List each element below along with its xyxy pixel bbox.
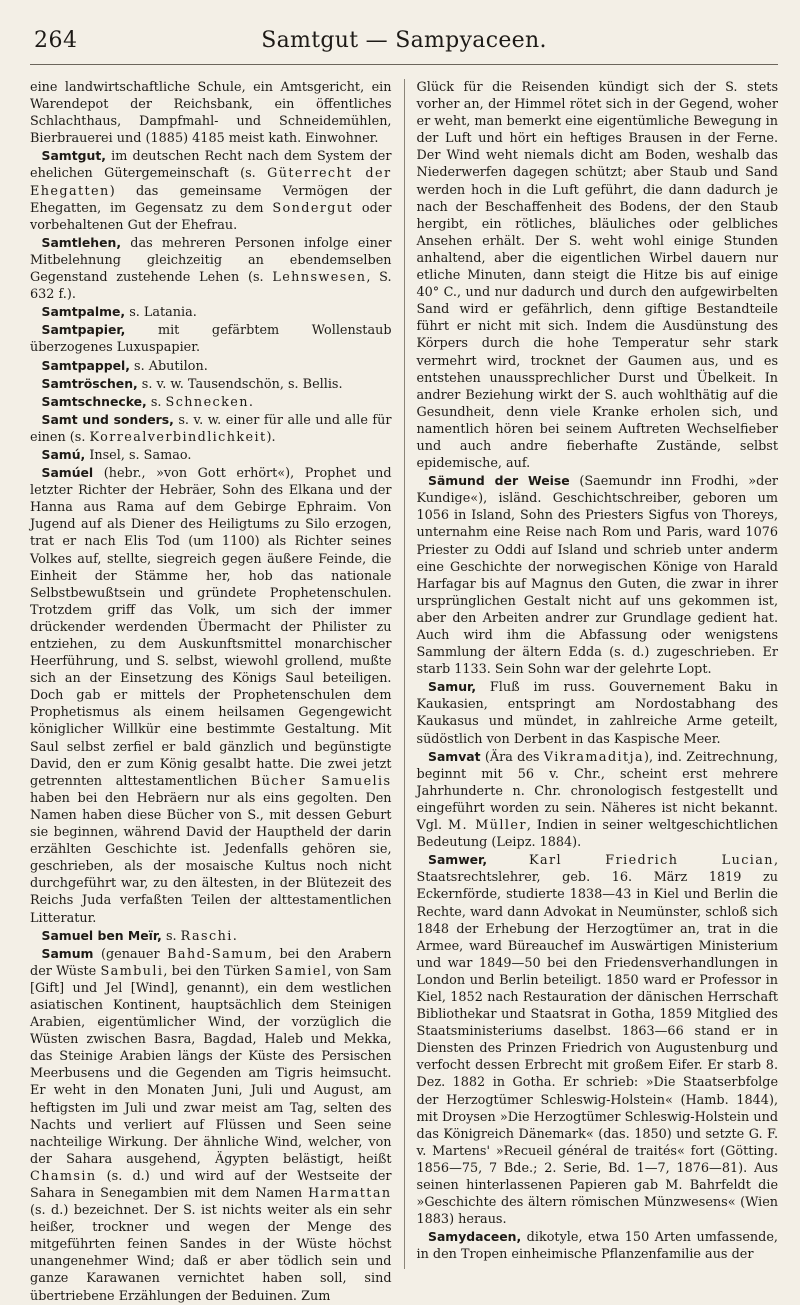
entry-text: , Staatsrechtslehrer, geb. 16. März 1819 zu Eckernförde, studierte 1838—43 in Kiel und Berlin die Rechte, ward dann Advokat in Neumünster, schloß sich 1848 der Erhebung der Herzogtümer an, trat in die Armee, ward Büreauchef im Auswärtigen Ministerium und war 1849—50 bei den Friedensverhandlungen in London und Berlin beteiligt. 1850 ward er Professor in Kiel, 1852 nach Restauration der dänischen Herrschaft Bibliothekar und Staatsrat in Gotha, 1859 Mitglied des Staatsministeriums daselbst. 1863—66 stand er in Diensten des Prinzen Friedrich von Augustenburg und verfocht dessen Erbrecht mit großem Eifer. Er starb 8. Dez. 1882 in Gotha. Er schrieb: »Die Staatserbfolge der Herzogtümer Schleswig-Holstein« (Hamb. 1844), mit Droysen »Die Herzogtümer Schleswig-Holstein und das Königreich Dänemark« (das. 1850) und setzte G. F. v. Martens' »Recueil général de traités« fort (Götting. 1856—75, 7 Bde.; 2. Serie, Bd. 1—7, 1876—81). Aus seinen hinterlassenen Papieren gab M. Bahrfeldt die »Geschichte des ältern römischen Münzwesens« (Wien 1883) heraus. (416, 853, 779, 1228)
entry-headword: Samtpappel, (41, 357, 130, 373)
dictionary-entry (30, 357, 392, 375)
column-divider (404, 79, 417, 1269)
spaced-term: Vikramaditja (543, 749, 644, 765)
entry-headword: Samtlehen, (41, 234, 122, 250)
left-column (30, 79, 392, 1304)
dictionary-entry (417, 79, 779, 472)
spaced-term: Lehnswesen (272, 270, 367, 286)
entry-text (487, 853, 529, 868)
dictionary-entry (417, 748, 779, 852)
spaced-term: M. Müller (448, 818, 527, 834)
entry-text: s. v. w. Tausendschön, s. Bellis. (137, 376, 343, 392)
entry-text: Insel, s. Samao. (85, 447, 192, 463)
spaced-term: Korrealverbindlichkeit (89, 429, 267, 445)
text-columns (30, 79, 779, 1304)
entry-headword: Samur, (428, 679, 477, 695)
dictionary-entry (30, 147, 392, 233)
entry-text: , von Sam [Gift] und Jel [Wind], genannt), ein dem westlichen asiatischen Kontinent, hauptsächlich dem Steinigen Arabien, eigentümlicher Wind, der vorzüglich die Wüsten zwischen Basra, Bagdad, Haleb und Mekka, das Steinige Arabien längs der Küste des Persischen Meerbusens und die Gegenden am Tigris heimsucht. Er weht in den Monaten Juni, Juli und August, am heftigsten im Juli und zwar meist am Tag, selten des Nachts und verliert auf Flüssen und Seen seine nachteilige Wirkung. Der ähnliche Wind, welcher, von der Sahara ausgehend, Ägypten belästigt, heißt (30, 963, 392, 1167)
right-column (417, 79, 779, 1269)
spaced-term: Sondergut (272, 200, 354, 216)
entry-text: ). (266, 429, 276, 445)
spaced-term: Chamsin (30, 1168, 97, 1184)
spaced-term: Sambuli (100, 963, 164, 979)
entry-text: oder vorbehaltenen Gut der Ehefrau. (30, 200, 392, 233)
entry-headword: Samtschnecke, (41, 393, 147, 409)
dictionary-entry (30, 927, 392, 945)
entry-headword: Samuel ben Meïr, (41, 927, 162, 943)
entry-headword: Samwer, (428, 852, 488, 868)
entry-headword: Samum (41, 945, 94, 961)
dictionary-entry (417, 851, 779, 1228)
dictionary-entry (30, 446, 392, 464)
entry-text: . (232, 928, 237, 944)
entry-text: eine landwirtschaftliche Schule, ein Amtsgericht, ein Warendepot der Reichsbank, ein öffentliches Schlachthaus, Dampfmahl- und Schneidemühlen, Bierbrauerei und (1885) 4185 meist kath. Einwohner. (30, 80, 392, 147)
dictionary-entry (30, 393, 392, 411)
spaced-term: Güterrecht der Ehegatten (30, 166, 392, 199)
dictionary-entry (30, 321, 392, 356)
entry-headword: Samú, (41, 446, 86, 462)
spaced-term: Harmattan (308, 1186, 392, 1201)
entry-text: . (248, 394, 253, 410)
entry-text: s. Abutilon. (129, 358, 208, 374)
running-title: Samtgut — Sampyaceen. (261, 28, 547, 53)
entry-text: , bei den Arabern der Wüste (30, 946, 392, 979)
page-header (30, 24, 778, 65)
entry-text: ) das gemeinsame Vermögen der Ehegatten, im Gegensatz zu dem (30, 183, 392, 216)
entry-text: , bei den Türken (163, 963, 275, 979)
entry-text: ), ind. Zeitrechnung, beginnt mit 56 v. Chr., scheint erst mehrere Jahrhunderte n. Chr. chronologisch festgestellt und eingeführt worden zu sein. Näheres ist nicht bekannt. Vgl. (416, 749, 779, 834)
entry-text: mit gefärbtem Wollenstaub überzogenes Luxuspapier. (30, 323, 392, 356)
spaced-term: Schnecken (165, 394, 249, 410)
entry-text: Fluß im russ. Gouvernement Baku in Kaukasien, entspringt am Nordostabhang des Kaukasus und mündet, in zahlreiche Arme geteilt, südöstlich von Derbent in das Kaspische Meer. (416, 680, 779, 747)
entry-text: dikotyle, etwa 150 Arten umfassende, in den Tropen einheimische Pflanzenfamilie aus der (416, 1230, 779, 1263)
page-number: 264 (34, 28, 78, 53)
entry-headword: Samtgut, (41, 148, 106, 164)
spaced-term: Bahd-Samum (167, 946, 268, 962)
entry-text: haben bei den Hebräern nur als eins gegolten. Den Namen haben diese Bücher von S., mit dessen Geburt sie beginnen, während David der Hauptheld der darin erzählten Geschichte ist. Jedenfalls gehören sie, geschrieben, als der mosaische Kultus noch nicht durchgeführt war, zu den ältesten, in der Blütezeit des Reichs Juda verfaßten Teilen der alttestamentlichen Litteratur. (30, 790, 392, 926)
spaced-term: Raschi (180, 928, 233, 944)
entry-text: s. (161, 928, 181, 944)
entry-headword: Sämund der Weise (428, 473, 570, 489)
entry-text: (hebr., »von Gott erhört«), Prophet und letzter Richter der Hebräer, Sohn des Elkana und der Hanna aus Rama auf dem Gebirge Ephraim. Von Jugend auf als Diener des Heiligtums zu Silo erzogen, trat er nach Elis Tod (um 1100) als Richter seines Volkes auf, stellte, siegreich gegen äußere Feinde, die Einheit der Stämme her, hob das nationale Selbstbewußtsein und gründete Prophetenschulen. Trotzdem griff das Volk, um sich der immer drückender werdenden Übermacht der Philister zu entziehen, zu dem Auskunftsmittel monarchischer Heerführung, und S. selbst, wiewohl grollend, mußte sich an der Einsetzung des Königs Saul beteiligen. Doch gab er mittels der Prophetenschulen dem Prophetismus als einem heilsamen Gegengewicht königlicher Willkür eine bestimmte Gestaltung. Mit Saul selbst zerfiel er bald gänzlich und begünstigte David, den er zum König gesalbt hatte. Die zwei jetzt getrennten alttestamentlichen (30, 466, 392, 789)
entry-text: (s. d.) bezeichnet. Der S. ist nichts weiter als ein sehr heißer, trockner und wegen der Menge des mitgeführten feinen Sandes in der Wüste höchst unangenehmer Wind; daß er aber tödlich sein und ganze Karawanen vernichtet haben soll, sind übertriebene Erzählungen der Beduinen. Zum (30, 1203, 392, 1304)
dictionary-entry (30, 375, 392, 393)
dictionary-entry (417, 678, 779, 747)
dictionary-entry (30, 464, 392, 927)
dictionary-entry (417, 472, 779, 678)
entry-text: , Indien in seiner weltgeschichtlichen Bedeutung (Leipz. 1884). (416, 818, 779, 851)
dictionary-entry (30, 411, 392, 446)
entry-text: im deutschen Recht nach dem System der ehelichen Gütergemeinschaft (s. (30, 149, 392, 182)
dictionary-entry (30, 234, 392, 303)
entry-headword: Samt und sonders, (41, 411, 174, 427)
dictionary-entry (30, 79, 392, 147)
dictionary-entry (30, 945, 392, 1305)
entry-text: (genauer (93, 946, 168, 962)
entry-text: (Ära des (480, 749, 544, 765)
entry-text: (s. d.) und wird auf der Westseite der Sahara in Senegambien mit dem Namen (30, 1168, 392, 1201)
entry-text: s. v. w. einer für alle und alle für einen (s. (30, 412, 392, 445)
entry-text: s. (146, 394, 166, 410)
entry-headword: Samtpapier, (41, 322, 126, 338)
spaced-term: Karl Friedrich Lucian (528, 853, 774, 869)
entry-headword: Samtpalme, (41, 304, 126, 320)
entry-headword: Samydaceen, (428, 1229, 522, 1245)
dictionary-entry (30, 303, 392, 321)
entry-text: Glück für die Reisenden kündigt sich der S. stets vorher an, der Himmel rötet sich in der Gegend, woher er weht, man bemerkt eine eigentümliche Bewegung in der Luft und hört ein heftiges Brausen in der Ferne. Der Wind weht niemals dicht am Boden, weshalb das Niederwerfen dagegen schützt; aber Staub und Sand werden hoch in die Luft geführt, die dann dadurch je nach der Beschaffenheit des Bodens, der den Staub hergibt, ein rötliches, bläuliches oder gelbliches Ansehen erhält. Der S. weht wohl einige Stunden anhaltend, aber die eigentlichen Wirbel dauern nur etliche Minuten, dann steigt die Hitze bis auf einige 40° C., und nur dadurch und durch den aufgewirbelten Sand wird er gefährlich, denn giftige Bestandteile führt er nicht mit sich. Indem die Ausdünstung des Körpers durch die hohe Temperatur sehr stark vermehrt wird, trocknet der Gaumen aus, und es entstehen unaussprechlicher Durst und Übelkeit. In andrer Beziehung wirkt der S. auch wohlthätig auf die Gesundheit, denn viele Kranke erholen sich, und namentlich hören bei seinem Auftreten Wechselfieber und auch andre fieberhafte Zustände, selbst epidemische, auf. (416, 80, 779, 472)
entry-text: (Saemundr inn Frodhi, »der Kundige«), isländ. Geschichtschreiber, geboren um 1056 in Island, Sohn des Priesters Sigfus von Thoreys, unternahm eine Reise nach Rom und Paris, ward 1076 Priester zu Oddi auf Island und schrieb unter anderm eine Geschichte der norwegischen Könige von Harald Harfagar bis auf Magnus den Guten, die zwar in ihrer ursprünglichen Gestalt nicht auf uns gekommen ist, aber den Arbeiten andrer zur Grundlage gedient hat. Auch wird ihm die Abfassung oder wenigstens Sammlung der ältern Edda (s. d.) zugeschrieben. Er starb 1133. Sein Sohn war der gelehrte Lopt. (416, 474, 779, 678)
entry-headword: Samvat (428, 748, 481, 764)
entry-text: s. Latania. (125, 305, 197, 321)
spaced-term: Samiel (274, 963, 328, 979)
entry-text: das mehreren Personen infolge einer Mitbelehnung gleichzeitig an ebendemselben Gegenstand zustehende Lehen (s. (30, 235, 392, 286)
entry-headword: Samúel (41, 465, 94, 481)
spaced-term: Bücher Samuelis (250, 773, 392, 789)
dictionary-entry (417, 1228, 779, 1263)
entry-headword: Samtröschen, (41, 375, 138, 391)
entry-text: , S. 632 f.). (30, 270, 392, 303)
